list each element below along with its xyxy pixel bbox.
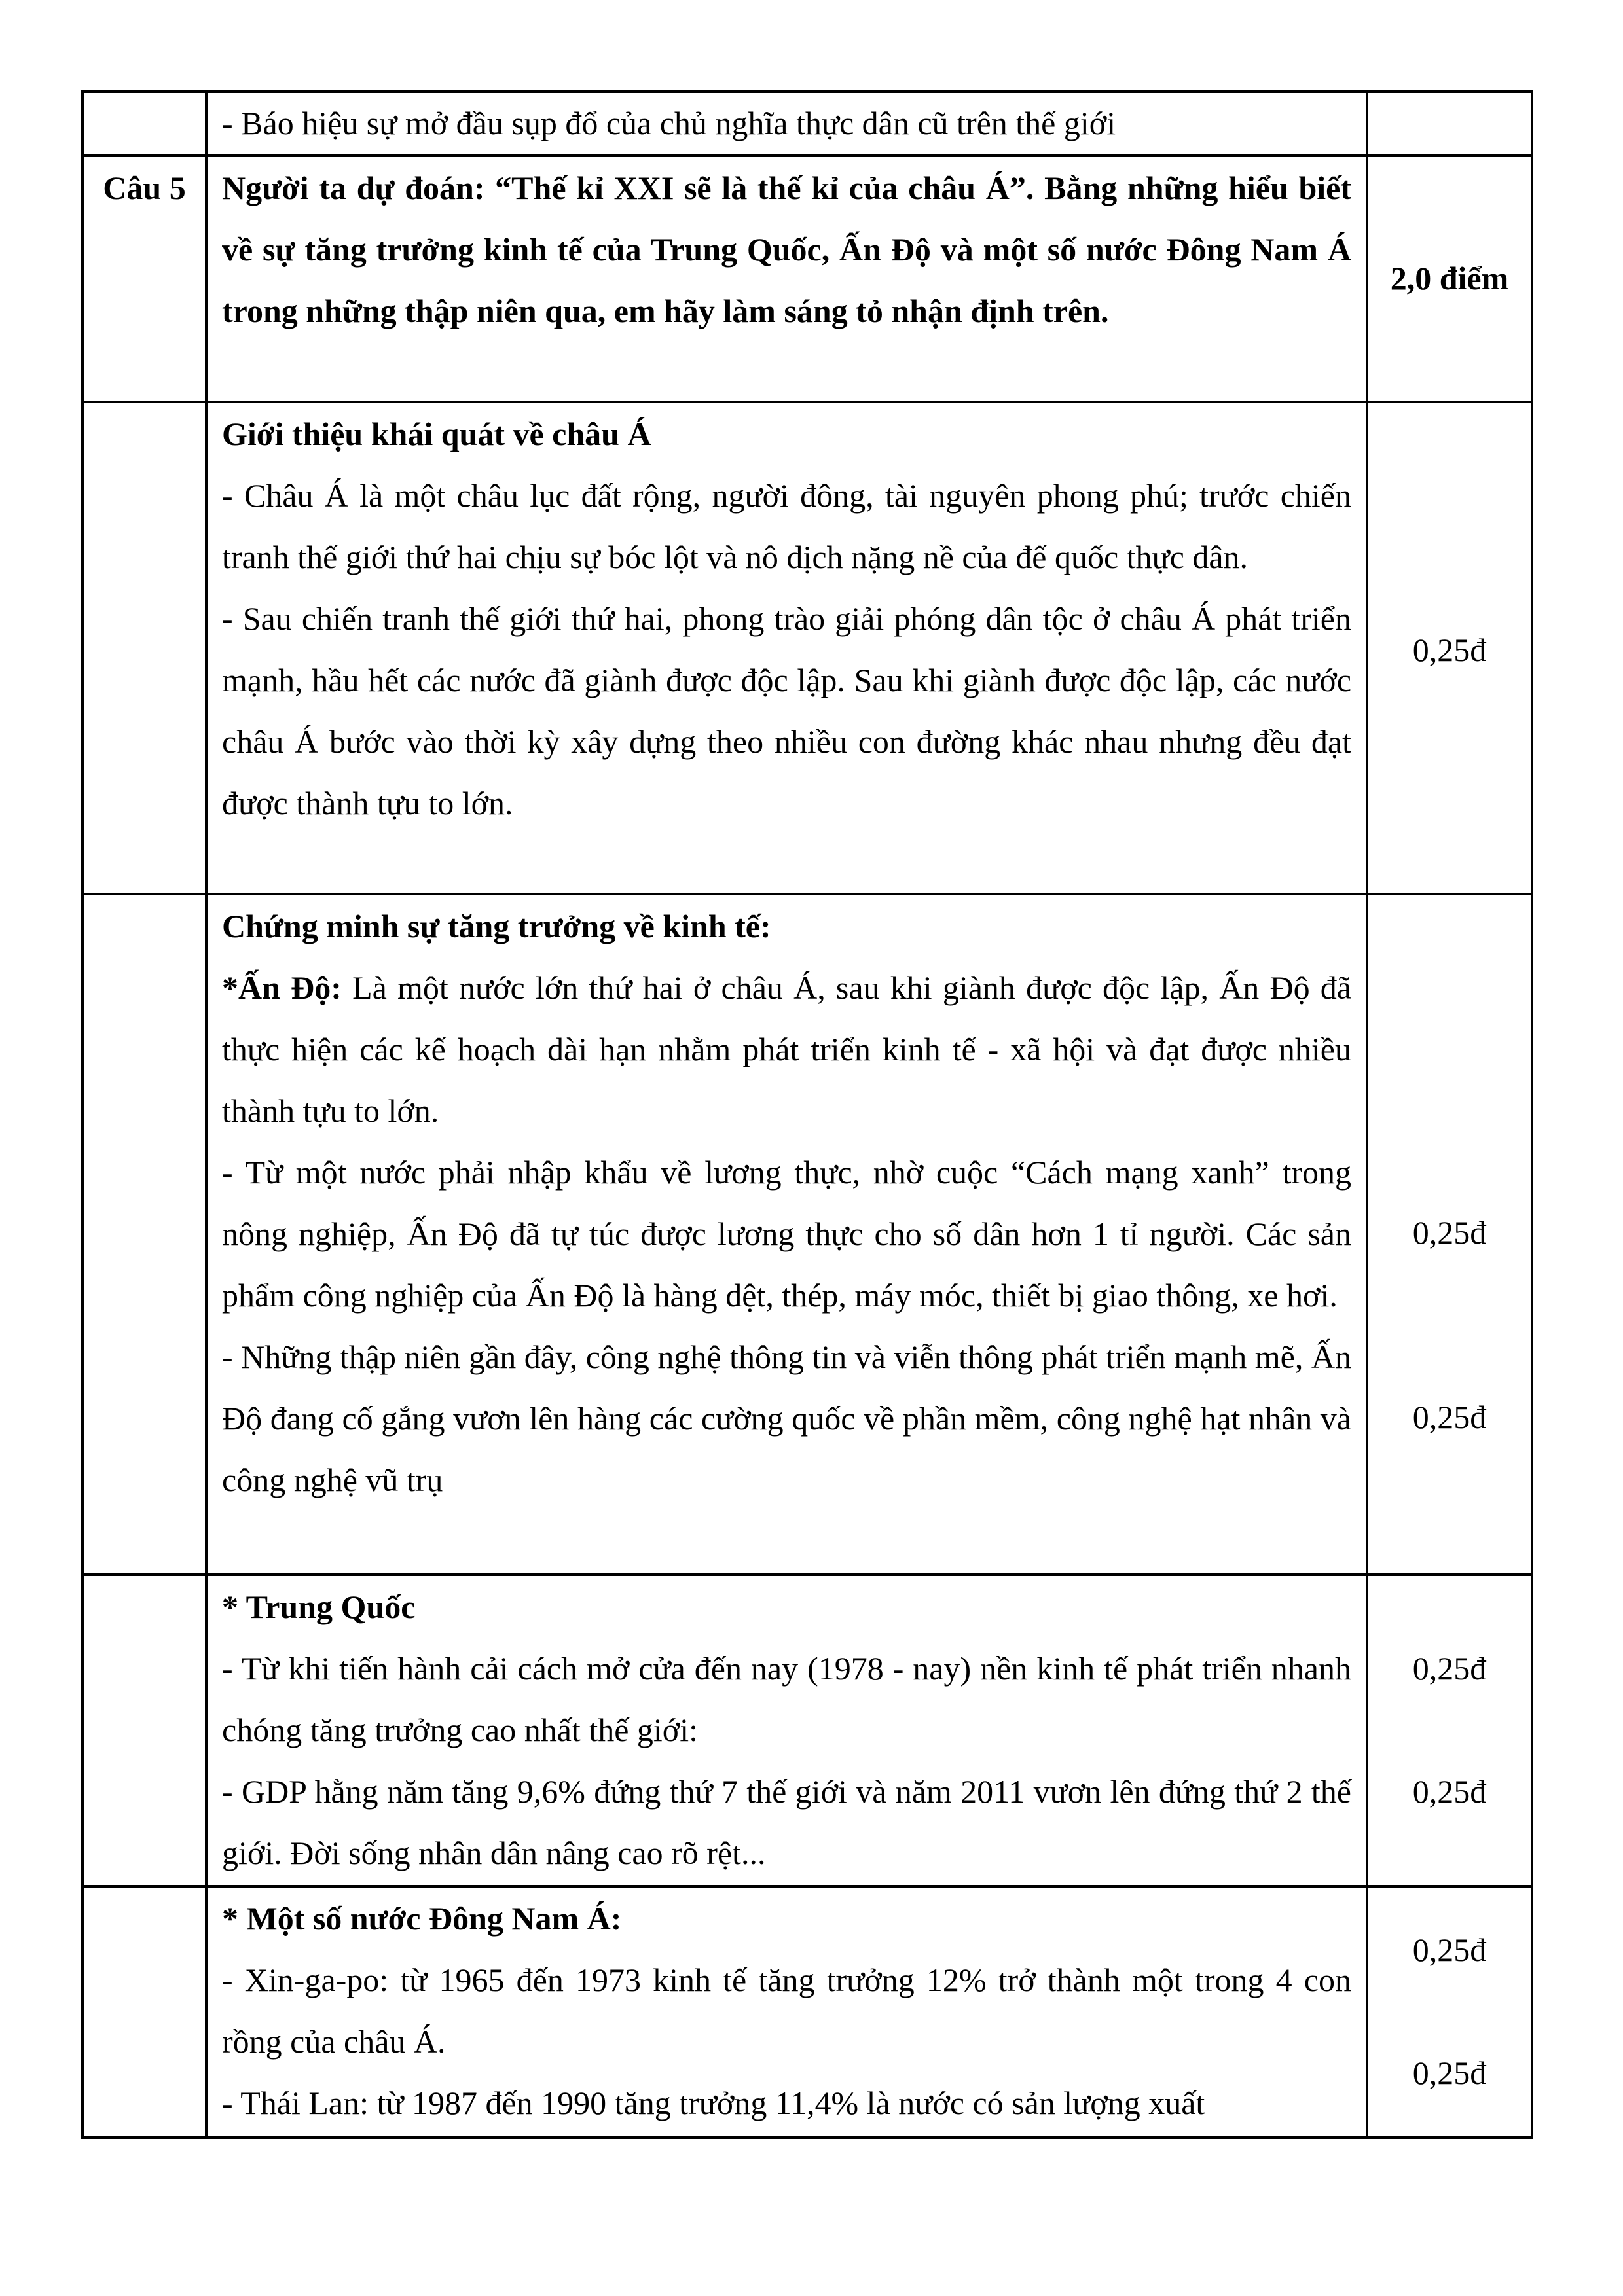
table-row <box>82 156 1532 402</box>
label-cell <box>82 1575 206 1886</box>
content-cell <box>206 1575 1367 1886</box>
table-row <box>82 92 1532 156</box>
points-cell <box>1367 1886 1532 2138</box>
question-text: Người ta dự đoán: “Thế kỉ XXI sẽ là thế kỉ của châu Á”. Bằng những hiểu biết về sự tăng trưởng kinh tế của Trung Quốc, Ấn Độ và một số nước Đông Nam Á trong những thập niên qua, em hãy làm sáng tỏ nhận định trên. <box>222 170 1351 329</box>
table-row <box>82 1886 1532 2138</box>
table-row <box>82 1575 1532 1886</box>
content-cell <box>206 894 1367 1575</box>
section-heading: * Một số nước Đông Nam Á: <box>222 1900 622 1937</box>
points-value: 0,25đ <box>1412 2054 1487 2091</box>
points-cell <box>1367 92 1532 156</box>
paragraph: - Từ một nước phải nhập khẩu về lương thực, nhờ cuộc “Cách mạng xanh” trong nông nghiệp, Ấn Độ đã tự túc được lương thực cho số dân hơn 1 tỉ người. Các sản phẩm công nghiệp của Ấn Độ là hàng dệt, thép, máy móc, thiết bị giao thông, xe hơi. <box>222 1154 1351 1314</box>
paragraph: - GDP hằng năm tăng 9,6% đứng thứ 7 thế giới và năm 2011 vươn lên đứng thứ 2 thế giới. Đời sống nhân dân nâng cao rõ rệt... <box>222 1773 1351 1871</box>
paragraph: - Xin-ga-po: từ 1965 đến 1973 kinh tế tăng trưởng 12% trở thành một trong 4 con rồng của châu Á. <box>222 1962 1351 2060</box>
points-cell <box>1367 156 1532 402</box>
paragraph-text: Là một nước lớn thứ hai ở châu Á, sau khi giành được độc lập, Ấn Độ đã thực hiện các kế hoạch dài hạn nhằm phát triển kinh tế - xã hội và đạt được nhiều thành tựu to lớn. <box>222 969 1351 1129</box>
points-cell <box>1367 1575 1532 1886</box>
paragraph: - Thái Lan: từ 1987 đến 1990 tăng trưởng 11,4% là nước có sản lượng xuất <box>222 2085 1205 2121</box>
content-cell <box>206 92 1367 156</box>
question-label: Câu 5 <box>103 170 186 206</box>
points-value: 0,25đ <box>1412 632 1487 668</box>
label-cell <box>82 156 206 402</box>
india-label: *Ấn Độ: <box>222 969 342 1006</box>
section-heading: Chứng minh sự tăng trưởng về kinh tế: <box>222 908 771 944</box>
points-cell <box>1367 402 1532 894</box>
paragraph: - Những thập niên gần đây, công nghệ thông tin và viễn thông phát triển mạnh mẽ, Ấn Độ đang cố gắng vươn lên hàng các cường quốc về phần mềm, công nghệ hạt nhân và công nghệ vũ trụ <box>222 1338 1351 1498</box>
points-value: 0,25đ <box>1412 1773 1487 1810</box>
points-value: 0,25đ <box>1412 1214 1487 1251</box>
points-value: 0,25đ <box>1412 1399 1487 1435</box>
paragraph <box>222 957 1351 1141</box>
content-cell <box>206 402 1367 894</box>
row0-text: - Báo hiệu sự mở đầu sụp đổ của chủ nghĩa thực dân cũ trên thế giới <box>222 105 1116 141</box>
paragraph: - Châu Á là một châu lục đất rộng, người đông, tài nguyên phong phú; trước chiến tranh thế giới thứ hai chịu sự bóc lột và nô dịch nặng nề của đế quốc thực dân. <box>222 477 1351 575</box>
section-heading: * Trung Quốc <box>222 1588 416 1625</box>
paragraph: - Từ khi tiến hành cải cách mở cửa đến nay (1978 - nay) nền kinh tế phát triển nhanh chóng tăng trưởng cao nhất thế giới: <box>222 1650 1351 1748</box>
label-cell <box>82 1886 206 2138</box>
table-row <box>82 402 1532 894</box>
points-value: 0,25đ <box>1412 1650 1487 1687</box>
content-cell <box>206 156 1367 402</box>
question-points: 2,0 điểm <box>1390 260 1509 296</box>
points-cell <box>1367 894 1532 1575</box>
answer-key-table <box>81 90 1533 2139</box>
content-cell <box>206 1886 1367 2138</box>
paragraph: - Sau chiến tranh thế giới thứ hai, phong trào giải phóng dân tộc ở châu Á phát triển mạnh, hầu hết các nước đã giành được độc lập. Sau khi giành được độc lập, các nước châu Á bước vào thời kỳ xây dựng theo nhiều con đường khác nhau nhưng đều đạt được thành tựu to lớn. <box>222 600 1351 821</box>
label-cell <box>82 402 206 894</box>
table-row <box>82 894 1532 1575</box>
label-cell <box>82 92 206 156</box>
label-cell <box>82 894 206 1575</box>
section-heading: Giới thiệu khái quát về châu Á <box>222 416 651 452</box>
points-value: 0,25đ <box>1412 1931 1487 1968</box>
